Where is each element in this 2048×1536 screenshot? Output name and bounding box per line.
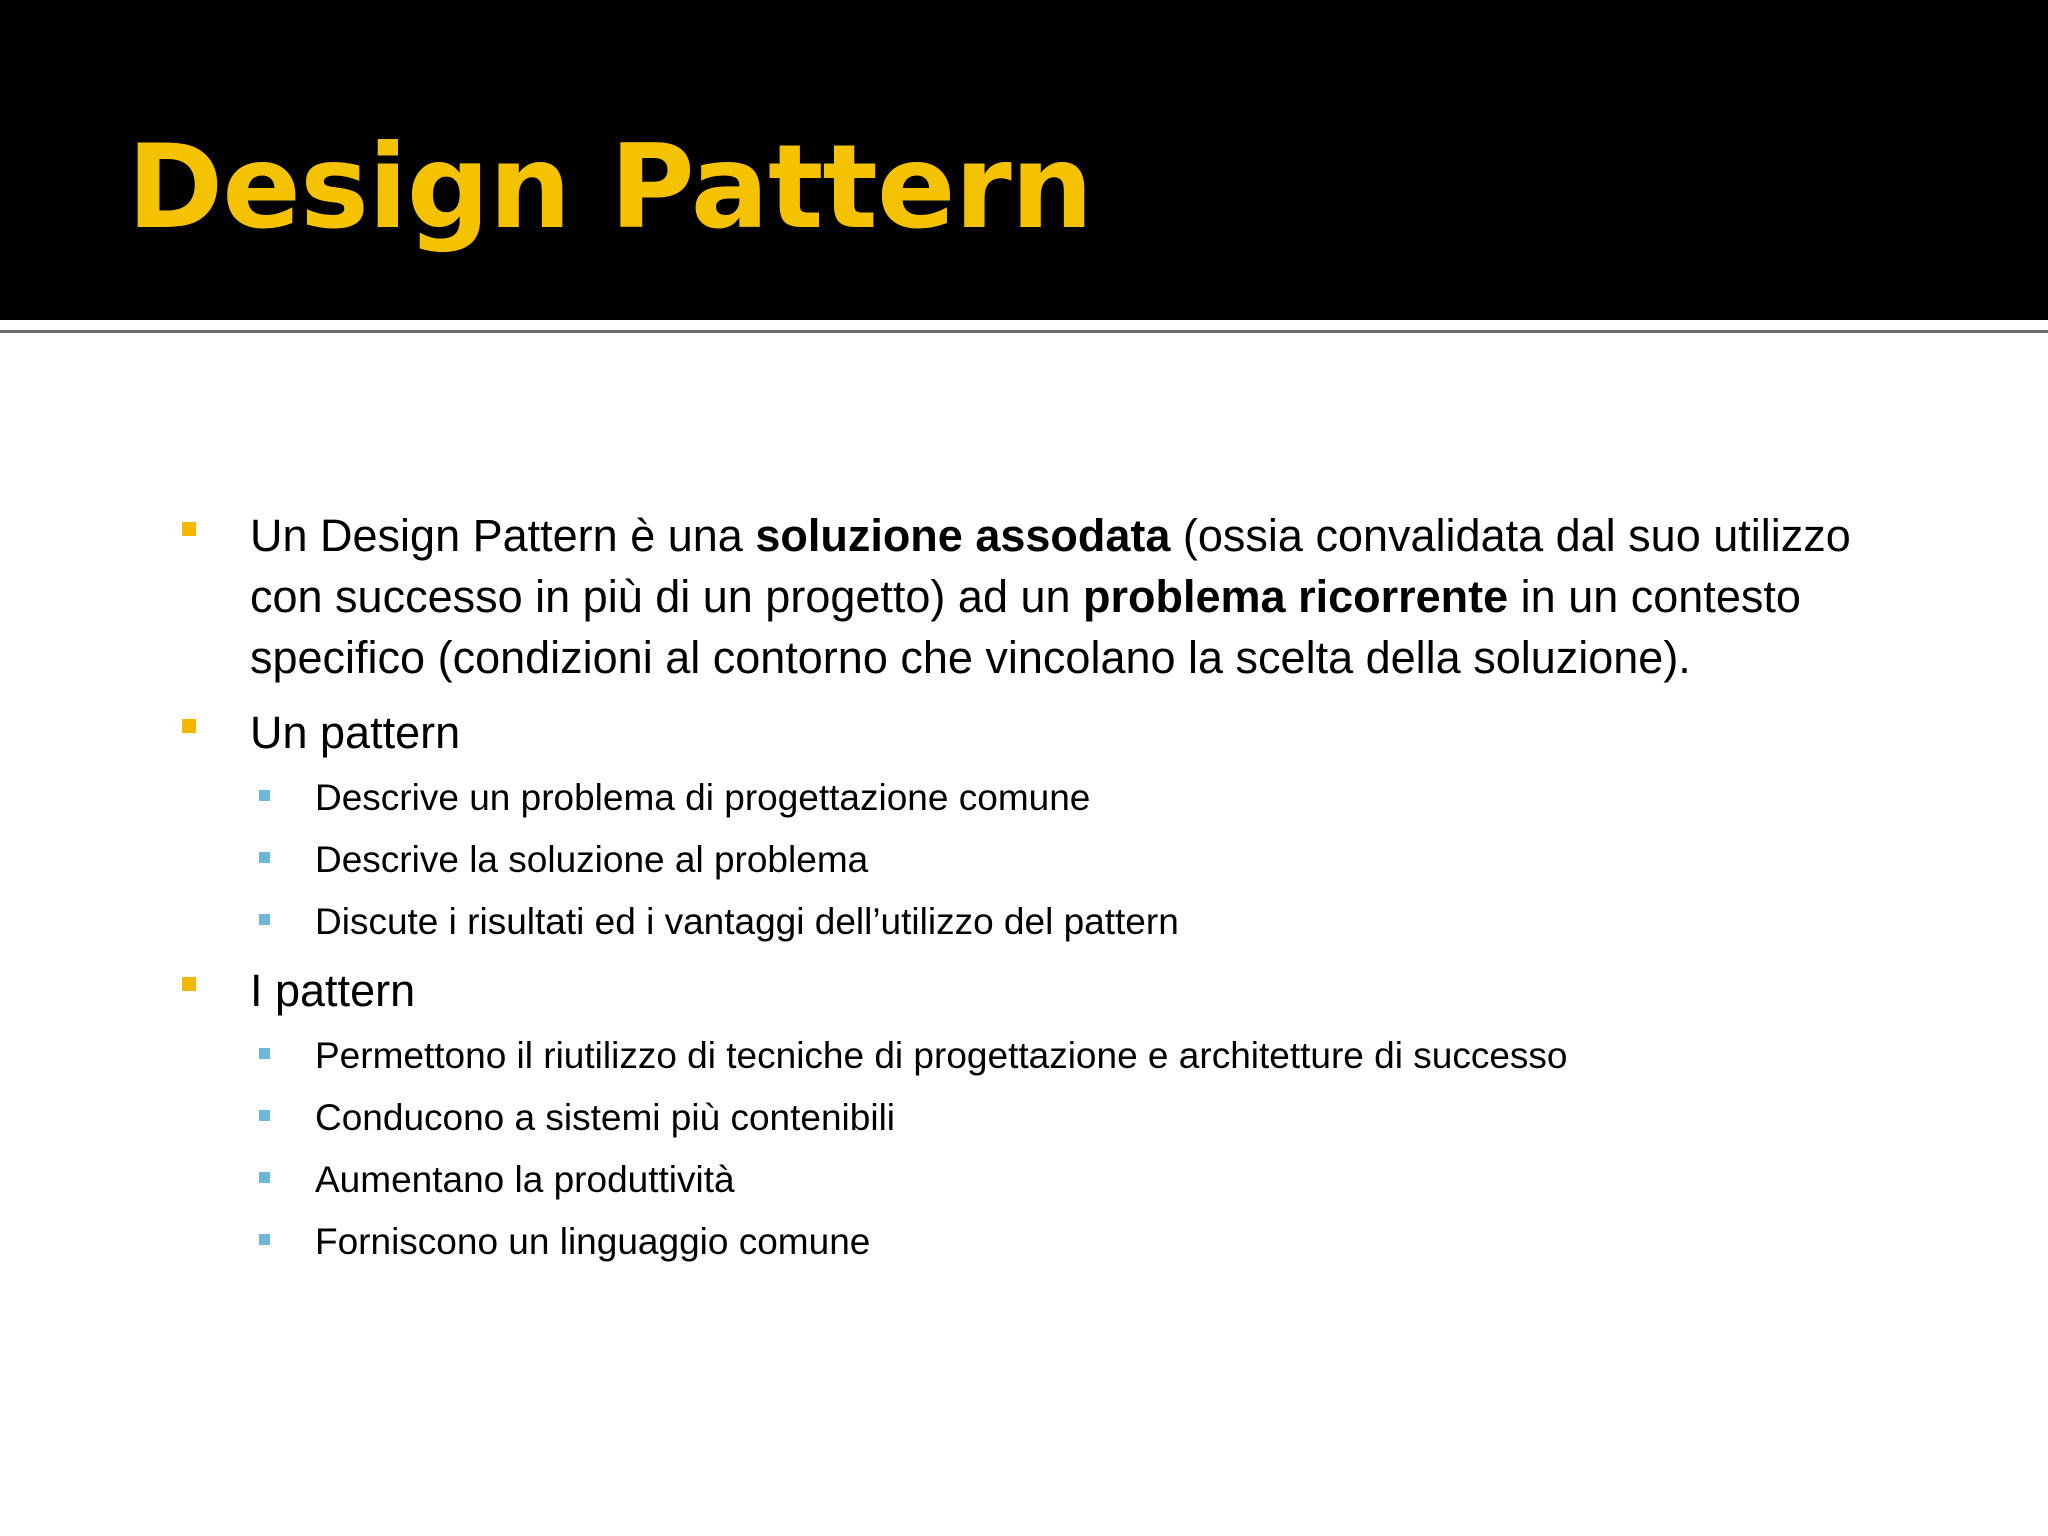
sub-bullet-text: Forniscono un linguaggio comune [315,1221,871,1262]
title-divider [0,330,2048,333]
square-bullet-icon [259,852,270,863]
slide-content [0,505,2048,1266]
slide-title: Design Pattern [127,120,1093,255]
definition-bold-problem: problema ricorrente [1083,571,1509,622]
bullet-i-pattern [250,960,1920,1021]
square-bullet-icon [182,522,196,536]
square-bullet-icon [259,1110,270,1121]
sub-bullet-text: Descrive un problema di progettazione comune [315,777,1091,818]
square-bullet-icon [182,719,196,733]
definition-text: in un contesto specifico (condizioni al contorno che vincolano la scelta della soluzione). [250,571,1801,683]
definition-bold-solution: soluzione assodata [755,510,1171,561]
square-bullet-icon [259,914,270,925]
sub-bullet [315,1093,1965,1142]
bullet-definition [250,505,1920,688]
square-bullet-icon [182,977,196,991]
sub-bullet [315,1155,1965,1204]
definition-text: (ossia convalidata dal suo utilizzo con successo in più di un progetto) ad un [250,510,1851,622]
square-bullet-icon [259,790,270,801]
sub-bullet [315,835,1965,884]
sub-bullet-text: Aumentano la produttività [315,1159,735,1200]
square-bullet-icon [259,1048,270,1059]
square-bullet-icon [259,1172,270,1183]
sub-bullet [315,1031,1965,1080]
bullet-un-pattern [250,702,1920,763]
bullet-text: I pattern [250,965,416,1016]
sub-bullet-text: Conducono a sistemi più contenibili [315,1097,896,1138]
sub-bullet [315,897,1965,946]
sub-bullet-text: Permettono il riutilizzo di tecniche di progettazione e architetture di successo [315,1035,1568,1076]
sub-bullet [315,1217,1965,1266]
sub-bullet-text: Discute i risultati ed i vantaggi dell’utilizzo del pattern [315,901,1179,942]
definition-text: Un Design Pattern è una [250,510,756,561]
title-bar [0,0,2048,320]
sub-bullet [315,773,1965,822]
sub-bullet-text: Descrive la soluzione al problema [315,839,869,880]
square-bullet-icon [259,1234,270,1245]
bullet-text: Un pattern [250,707,461,758]
